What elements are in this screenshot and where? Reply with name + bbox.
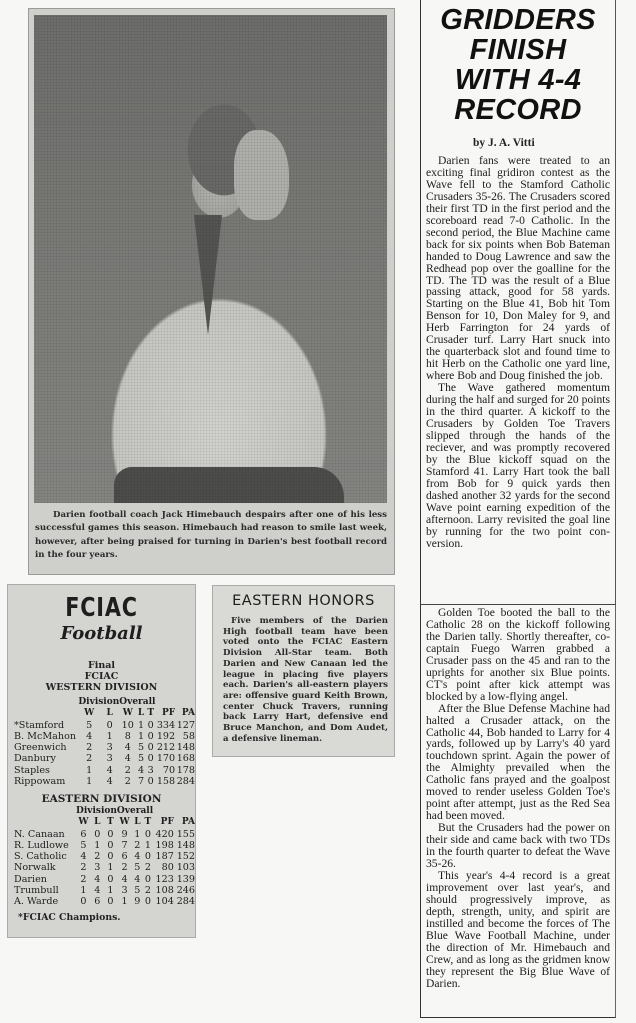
eastern-division-title: EASTERN DIVISION bbox=[41, 793, 162, 805]
fciac-standings-box bbox=[7, 584, 196, 938]
table-row: Greenwich 2 3 4 5 0 212 148 bbox=[14, 742, 195, 754]
table-row: Rippowam 1 4 2 7 0 158 284 bbox=[14, 776, 195, 788]
table-row: *Stamford 5 0 10 1 0 334 127 bbox=[14, 719, 195, 731]
table-row: Norwalk 2 3 1 2 5 2 80 103 bbox=[14, 862, 195, 874]
col-header: PF bbox=[160, 817, 174, 828]
eastern-standings-table bbox=[14, 806, 195, 908]
article-top-box bbox=[420, 0, 616, 605]
group-header-division: Division bbox=[76, 806, 117, 816]
table-row: B. McMahon 4 1 8 1 0 192 58 bbox=[14, 730, 195, 742]
eastern-honors-title: EASTERN HONORS bbox=[232, 593, 375, 609]
table-row: Trumbull 1 4 1 3 5 2 108 246 bbox=[14, 885, 195, 897]
col-header: W bbox=[84, 708, 95, 719]
article-gridders bbox=[420, 0, 616, 1020]
headline-line: RECORD bbox=[454, 94, 582, 126]
article-paragraph: Darien fans were treated to an exciting final gridiron contest as the Wave fell to the Stamford Catholic Crusaders 35-26. The Crusaders scored their first TD in the first period and the scoreboard read 7-0 Catholic. In the second period, the Blue Machine came back for six points when Bob Bateman handed to Doug Lawrence and saw the Redhead pop over the goalline for the TD. The TD was the result of a Blue passing attack, good for 58 yards. Starting on the Blue 41, Bob hit Tom Benson for 10, Don Maley for 9, and Herb Farrington for 24 yards of Crusader turf. Larry Hart snuck into the quarterback slot and found time to hit Herb on the Catholic one yard line, where Bob and Doug finished the job. bbox=[426, 154, 610, 383]
table-row: N. Canaan 6 0 0 9 1 0 420 155 bbox=[14, 828, 195, 840]
eastern-honors-box bbox=[212, 585, 395, 757]
article-paragraph: After the Blue Defense Machine had halted a Crusader attack, on the Catholic 44, Bob handed to Larry for 4 yards, followed up by Larry's 40 yard touchdown sprint. Again the power of the Almighty prevailed when the Catholic fans prayed and the goalpost moved to render useless Golden Toe's point after attempt, just as the Red Sea had been moved. bbox=[426, 701, 610, 823]
group-header-row bbox=[14, 697, 195, 708]
col-header: T bbox=[107, 817, 114, 828]
col-header: W bbox=[122, 708, 133, 719]
coach-photo bbox=[34, 15, 387, 503]
headline-line: WITH 4-4 bbox=[454, 64, 582, 96]
group-header-row bbox=[14, 806, 195, 817]
col-header: PA bbox=[181, 708, 195, 719]
article-body-top bbox=[426, 155, 610, 549]
col-header: T bbox=[144, 817, 152, 828]
column-header-row bbox=[14, 817, 195, 828]
col-header: L bbox=[106, 708, 113, 719]
standings-header-fciac: FCIAC bbox=[84, 671, 119, 682]
group-header-overall: Overall bbox=[116, 806, 154, 816]
table-row: R. Ludlowe 5 1 0 7 2 1 198 148 bbox=[14, 839, 195, 851]
headline-line: GRIDDERS bbox=[440, 4, 596, 36]
article-paragraph: The Wave gathered momentum during the half and surged for 20 points in the third quarter. A kickoff to the Crusaders by Golden Toe Travers slipped through the hands of the reciever, and was promptly recovered by the Blue kickoff squad on the Stamford 41. Larry Hart took the ball from Bob for 9 quick yards then dashed another 32 yards for the second Wave point earning expedition of the afternoon. Larry revisited the goal line by running for the two point conversion. bbox=[426, 381, 610, 550]
article-byline: by J. A. Vitti bbox=[473, 137, 535, 149]
article-paragraph: This year's 4-4 record is a great improvement over last year's, and should progressively improve, as depth, strength, unity, and spirit are instilled and become the forces of The Blue Wave Football Machine, under the direction of Mr. Himebauch and Crew, and as long as the gridmen know they represent the Big Blue Wave of Darien. bbox=[426, 868, 610, 990]
table-row: S. Catholic 4 2 0 6 4 0 187 152 bbox=[14, 851, 195, 863]
table-row: Danbury 2 3 4 5 0 170 168 bbox=[14, 753, 195, 765]
article-bottom-box bbox=[420, 605, 616, 1018]
table-row: Darien 2 4 0 4 4 0 123 139 bbox=[14, 873, 195, 885]
article-paragraph: Golden Toe booted the ball to the Catholic 28 on the kickoff following the Darien tally. Shortly thereafter, co-captain Fuego Warren grabbed a Crusader pass on the 45 and ran to the uprights for another six Blue points. CT's point after kick attempt was blocked by a low-flying angel. bbox=[426, 606, 610, 703]
group-header-overall: Overall bbox=[119, 697, 156, 707]
col-header: L bbox=[94, 817, 101, 828]
article-body-bottom bbox=[426, 607, 610, 990]
headline-line: FINISH bbox=[469, 34, 567, 66]
article-paragraph: But the Crusaders had the power on their side and came back with two TDs in the fourth quarter to defeat the Wave 35-26. bbox=[426, 821, 610, 871]
column-header-row bbox=[14, 708, 195, 719]
col-header: W bbox=[119, 817, 130, 828]
col-header: PF bbox=[161, 708, 176, 719]
fciac-subtitle: Football bbox=[60, 623, 143, 644]
western-division-title: WESTERN DIVISION bbox=[45, 682, 158, 693]
honors-paragraph: Five members of the Darien High football team have been voted onto the FCIAC Eastern Division All-Star team. Both Darien and New Canaan led the league in placing five players each. Darien's all-eastern players are: offensive guard Keith Brown, center Chuck Travers, running back Larry Hart, defensive end Bruce Manchon, and Dom Audet, a defensive lineman. bbox=[223, 616, 388, 744]
col-header: W bbox=[78, 817, 89, 828]
western-standings-table bbox=[14, 697, 195, 787]
col-header: T bbox=[147, 708, 155, 719]
col-header: L bbox=[134, 817, 141, 828]
photo-halftone bbox=[34, 15, 387, 503]
photo-caption: Darien football coach Jack Himebauch despairs after one of his less successful games this season. Himebauch had reason to smile last week, however, after being praised for turning in Darien's best football record in the four years. bbox=[35, 510, 387, 560]
group-header-division: Division bbox=[78, 697, 120, 707]
photo-clipping bbox=[28, 8, 395, 575]
table-row: Staples 1 4 2 4 3 70 178 bbox=[14, 764, 195, 776]
standings-header-final: Final bbox=[87, 660, 116, 671]
fciac-logo: FCIAC bbox=[65, 593, 138, 623]
champions-footnote: *FCIAC Champions. bbox=[18, 912, 121, 923]
table-row: A. Warde 0 6 0 1 9 0 104 284 bbox=[14, 896, 195, 908]
col-header: L bbox=[137, 708, 145, 719]
eastern-honors-text bbox=[223, 616, 388, 744]
article-headline bbox=[423, 5, 613, 125]
col-header: PA bbox=[181, 817, 195, 828]
